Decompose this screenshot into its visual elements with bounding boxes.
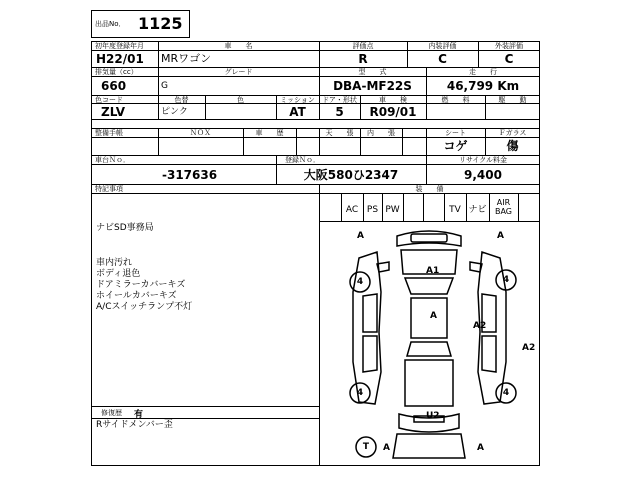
score-value: R	[358, 52, 368, 66]
inspection-value: R09/01	[369, 105, 417, 119]
repair-value: 有	[134, 410, 144, 420]
equipment-ps: PS	[366, 205, 379, 215]
color-code-label: 色コード	[95, 96, 123, 104]
inspection-label: 車 検	[379, 96, 407, 104]
lot-box	[91, 10, 190, 38]
name-label: 車 名	[224, 42, 253, 50]
remarks-item: A/Cスイッチランプ不灯	[96, 302, 193, 312]
rear-window	[407, 342, 451, 356]
repair-label: 修復歴	[101, 409, 122, 417]
fuel-label: 燃 料	[441, 96, 470, 104]
grade-value: G	[161, 81, 168, 91]
lot-label: 出品No．	[95, 20, 126, 28]
chassis-label: 車台Ｎｏ．	[95, 156, 130, 164]
interior-trim-label: 内 張	[367, 129, 395, 137]
mileage-label: 走 行	[469, 68, 497, 76]
remarks-item: ドアミラーカバーキズ	[96, 280, 186, 290]
manual-label: 整備手帳	[95, 129, 123, 137]
mark-roof: A1	[426, 266, 440, 276]
right-rear-door	[482, 336, 496, 372]
model-value: DBA-MF22S	[333, 79, 412, 93]
remarks-item: ボディ退色	[96, 269, 141, 279]
interior-value: C	[438, 52, 447, 66]
under-body	[393, 434, 465, 458]
spare-tire-value: T	[362, 442, 370, 452]
equipment-ac: AC	[345, 205, 359, 215]
glass-label: Ｆガラス	[498, 129, 527, 137]
remarks-label: 特記事項	[95, 185, 123, 193]
glass-value: 傷	[506, 139, 519, 153]
equipment-pw: PW	[385, 205, 400, 215]
nox-label: ＮＯＸ	[190, 129, 211, 137]
repair-note: Rサイドメンバー歪	[96, 420, 173, 430]
doors-label: ドア・形状	[322, 96, 357, 104]
equipment-navi: ナビ	[468, 205, 487, 215]
transmission-label: ミッション	[280, 96, 315, 104]
year-value: H22/01	[96, 52, 144, 66]
equipment-airbag: AIR BAG	[494, 198, 513, 216]
mark-top-right: A	[497, 231, 504, 241]
remarks-item: ホイールカバーキズ	[96, 291, 177, 301]
mark-rear: U2	[426, 411, 440, 421]
drive-label: 駆 動	[498, 96, 527, 104]
mark-center: A	[430, 311, 437, 321]
name-value: MRワゴン	[161, 52, 212, 65]
mark-right-side: A2	[473, 321, 487, 331]
plate-label: 登録Ｎｏ．	[285, 156, 320, 164]
seat-label: シート	[445, 129, 466, 137]
color-value: ピンク	[161, 107, 188, 117]
plate-value: 大阪580ひ2347	[303, 168, 399, 182]
left-rear-door	[363, 336, 377, 372]
model-label: 型 式	[358, 68, 387, 76]
remarks-line1: ナビSD事務局	[96, 223, 154, 233]
exterior-label: 外装評価	[495, 42, 523, 50]
seat-value: コゲ	[443, 139, 468, 153]
lot-number: 1125	[138, 14, 183, 33]
grille	[411, 234, 447, 242]
grade-label: グレード	[224, 68, 253, 76]
mark-top-left: A	[357, 231, 364, 241]
history-label: 車 歴	[255, 129, 284, 137]
score-label: 評価点	[352, 42, 374, 50]
mark-far-right: A2	[522, 343, 536, 353]
displacement-label: 排気量（cc）	[95, 68, 138, 76]
chassis-value: -317636	[162, 168, 218, 182]
displacement-value: 660	[101, 79, 127, 93]
mileage-value: 46,799 Km	[446, 79, 520, 93]
mark-bottom-left: A	[383, 443, 390, 453]
color-label: 色	[237, 96, 244, 104]
color-type-label: 色替	[174, 96, 189, 104]
doors-value: 5	[335, 105, 344, 119]
tire-rear-left-value: 4	[356, 388, 364, 398]
color-code-value: ZLV	[101, 105, 125, 119]
equipment-tv: TV	[449, 205, 461, 215]
equipment-label: 装 備	[415, 185, 444, 193]
windshield	[405, 278, 453, 294]
roof	[411, 298, 447, 338]
recycle-label: リサイクル料金	[458, 156, 508, 164]
tire-front-right-value: 4	[502, 275, 510, 285]
interior-label: 内装評価	[428, 42, 457, 50]
recycle-value: 9,400	[464, 168, 502, 182]
roof-label: 天 張	[325, 129, 354, 137]
year-label: 初年度登録年月	[95, 42, 144, 50]
rear-hatch	[405, 360, 453, 406]
tire-rear-right-value: 4	[502, 388, 510, 398]
mark-bottom-right: A	[477, 443, 484, 453]
remarks-item: 車内汚れ	[96, 258, 133, 268]
tire-front-left-value: 4	[356, 277, 364, 287]
left-front-door	[363, 294, 377, 332]
exterior-value: C	[504, 52, 514, 66]
car-diagram	[319, 222, 540, 466]
transmission-value: AT	[289, 105, 306, 119]
